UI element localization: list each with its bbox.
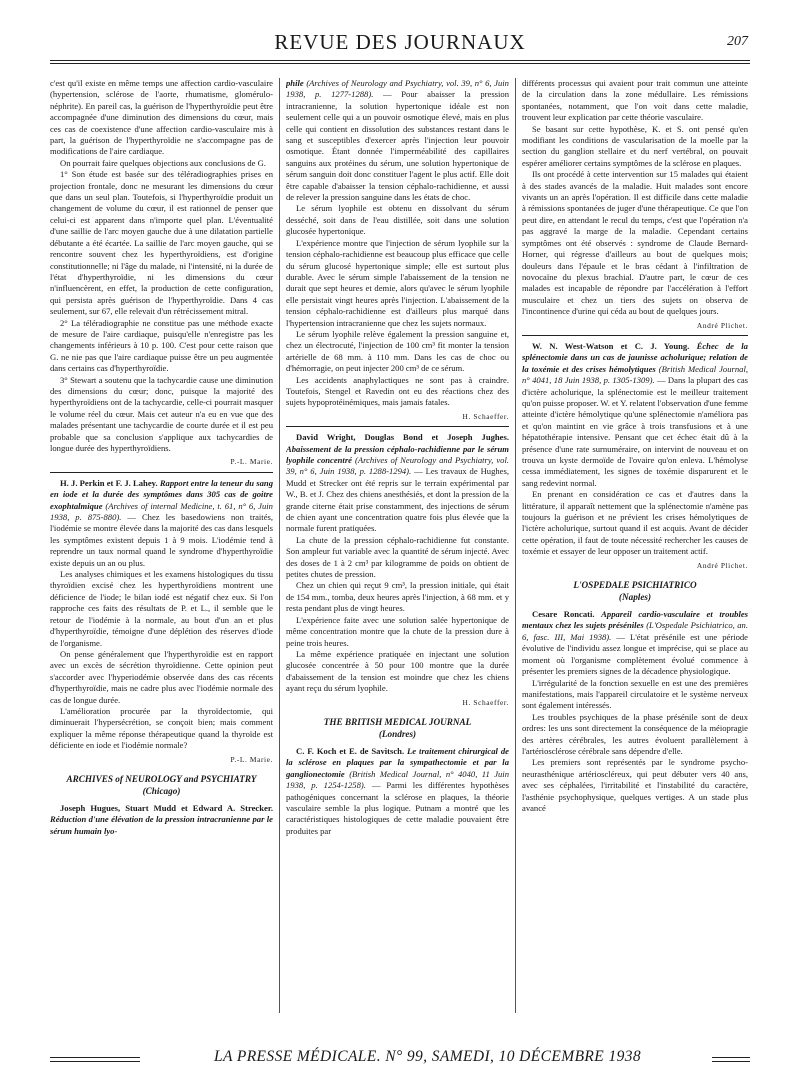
paragraph: Les analyses chimiques et les examens histologiques du tissu thyroïdien excisé chez les hyperthyroïdiens montrent une déficience de l'iode; le bilan iodé est négatif chez eux. Si l'on rapproche ces faits des résultats de P. et L., il semble que le retour de l'iodémie à la normale, au bout d'un an et plus d'hyperthyroïdie, témoigne d'une déplétion des réserves d'iode de l'organisme. (50, 569, 273, 648)
paragraph: L'expérience montre que l'injection de sérum lyophile sur la tension céphalo-rachidienne est beaucoup plus efficace que celle du sérum glucosé hypertonique simple; elle est surtout plus durable. Avec le sérum simple l'abaissement de la tension ne durait que sept heures et demie, alors qu'avec le sérum lyophile elle persistait vingt heures après l'injection. L'abaissement de la tension céphalo-rachidienne est d'ailleurs plus marqué dans l'hypertension intracranienne que chez les sujets normaux. (286, 237, 509, 328)
journal-section-heading (286, 716, 509, 740)
journal-section-heading (50, 773, 273, 797)
article-heading (286, 746, 509, 837)
column-1 (50, 78, 273, 1018)
running-header-title: REVUE DES JOURNAUX (274, 30, 526, 54)
article-reference: (Archives of Neurology and Psychiatry, vol. 39, n° 6, Juin 1938, p. 1277-1288). (286, 78, 509, 100)
header-rule (50, 60, 750, 61)
article-authors: David Wright, Douglas Bond et Joseph Jughes. (296, 432, 509, 443)
article-heading (286, 432, 509, 535)
article-heading-continued (286, 78, 509, 203)
article-heading (522, 609, 748, 677)
article-reference: (Archives of internal Medicine, t. 61, n° 6, Juin 1938, p. 875-880). (50, 500, 273, 523)
paragraph: On pourrait faire quelques objections aux conclusions de G. (60, 157, 266, 168)
column-3 (522, 78, 748, 1018)
paragraph: — Les travaux de Hughes, Mudd et Strecker ont été repris sur le terrain expérimental par W., B. et J. Chez des chiens anesthésiés, et dont la pression de la grande citerne était prise constamment, des injections de sérum de chien ayant une concentration quatre fois plus élevée que la normale furent pratiquées. (286, 466, 509, 534)
author-signature: P.-L. Marie. (230, 754, 273, 764)
paragraph: L'irrégularité de la fonction sexuelle en est une des premières manifestations, mais l'appareil circulatoire et le système nerveux sont également intéressés. (522, 677, 748, 711)
journal-name: THE BRITISH MEDICAL JOURNAL (323, 716, 472, 727)
column-2 (286, 78, 509, 1018)
article-title-continued: phile (286, 78, 304, 88)
article-reference: (L'Ospedale Psichiatrico, an. 6, fasc. III, Mai 1938). (522, 620, 748, 642)
footer-rule (712, 1057, 750, 1058)
footer-rule (50, 1057, 140, 1058)
paragraph: différents processus qui avaient pour trait commun une atteinte de la circulation dans la zone médullaire. Les rémissions spontanées, notamment, que l'on voit dans cette maladie, trouvent leur explication par cette théorie vasculaire. (522, 78, 748, 123)
footer-rule (712, 1061, 750, 1062)
paragraph: Ils ont procédé à cette intervention sur 15 malades qui étaient à des stades avancés de la maladie. Huit malades sont encore vivants un an après l'opération. Il est difficile dans cette maladie à rémissions spontanées de juger d'une thérapeutique. Ce que l'on peut dire, en attendant le recul du temps, c'est que l'opération n'a pas aggravé la marge de la maladie. Cependant certains symptômes ont été observés : syndrome de Claude Bernard-Horner, qui régresse d'ailleurs au bout de quelques mois; douleurs dans l'épaule et le bras cédant à l'infiltration de novocaïne du plexus brachial. D'autre part, le cœur de ces malades est incapable de répondre par l'accélération à l'effort musculaire et chez un tiers des sujets on observa de l'incontinence d'urine qui céda au bout de quelques jours. (522, 169, 748, 317)
paragraph: L'amélioration procurée par la thyroïdectomie, qui diminuerait l'hypersécrétion, se conçoit bien; mais comment expliquer la même réponse thérapeutique quand la thyroïde est déficiente en iode et l'iodémie normale? (50, 705, 273, 751)
journal-name: L'OSPEDALE PSICHIATRICO (573, 580, 697, 591)
article-heading (50, 478, 273, 569)
paragraph: Les troubles psychiques de la phase présénile sont de deux ordres: les uns sont directement la conséquence de la méiopragie des artères cérébrales, les autres évoluent parallèlement à l'artériosclérose cérébrale sans dépendre d'elle. (522, 711, 748, 756)
header-rule (50, 63, 750, 64)
article-authors: Joseph Hugues, Stuart Mudd et Edward A. Strecker. (60, 802, 273, 813)
article-reference: (Archives of Neurology and Psychiatry, vol. 39, n° 6, Juin 1938, p. 1288-1294). (286, 455, 509, 477)
paragraph: — Parmi les différentes hypothèses pathogéniques concernant la sclérose en plaques, la théorie vasculaire semble la plus logique. Putnam a montré que les caractéristiques histologiques de cette maladie pouvaient être produites par (286, 780, 509, 836)
paragraph: — Pour abaisser la pression intracranienne, la solution hypertonique idéale est non seulement celle qui a un pouvoir osmotique élevé, mais en plus celle qui contient en dissolution des substances restant dans le sang et susceptibles d'exercer après l'injection leur pouvoir osmotique. Étant donnée l'imperméabilité des capillaires sanguins aux protéines du sérum, une solution hypertonique de sérum sanguin doit donc constituer l'agent le plus actif. Elle doit être capable d'abaisser la tension céphalo-rachidienne, et aussi de relever la pression sanguine dans les états de choc. (286, 89, 509, 203)
page-number: 207 (727, 34, 748, 49)
footer-rule (50, 1061, 140, 1062)
article-title: Réduction d'une élévation de la pression intracranienne par le sérum humain lyo- (50, 814, 273, 836)
article-title: Rapport entre la teneur du sang en iode et la durée des symptômes dans 305 cas de goitre exophtalmique (50, 477, 273, 511)
journal-section-heading (522, 579, 748, 603)
paragraph: 2° La téléradiographie ne constitue pas une méthode exacte de mesure de l'aire cardiaque, puisqu'elle n'enregistre pas les changements inférieurs à 10 p. 100. C'est pour cette raison que G. ne nie pas que l'aire cardiaque puisse être un peu augmentée dans certains cas d'hyperthyroïdie. (50, 317, 273, 374)
paragraph: La même expérience pratiquée en injectant une solution glucosée concentrée à 50 pour 100 montre que la durée d'abaissement de la tension est moindre que chez les chiens ayant reçu du sérum lyophile. (286, 648, 509, 694)
column-divider (515, 78, 516, 1013)
paragraph: Le sérum lyophile est obtenu en dissolvant du sérum desséché, soit dans de l'eau distillée, soit dans une solution glucosée hypertonique. (286, 203, 509, 237)
paragraph: L'expérience faite avec une solution salée hypertonique de même concentration montre que la chute de la pression dure à peine trois heures. (286, 614, 509, 648)
paragraph: — L'état présénile est une période évolutive de l'individu assez longue et imprécise, qui se place au moment où l'organisme complètement évolué commence à présenter les premiers signes de la décadence physiologique. (522, 631, 748, 677)
article-heading (50, 803, 273, 837)
article-authors: H. J. Perkin et F. J. Lahey. (60, 477, 158, 488)
running-footer: LA PRESSE MÉDICALE. N° 99, SAMEDI, 10 DÉCEMBRE 1938 (213, 1048, 642, 1065)
paragraph: c'est qu'il existe en même temps une affection cardio-vasculaire (hypertension, sclérose de l'aorte, rhumatisme, glomérulo-néphrite). En pareil cas, la guérison de l'hyperthyroïdie peut être accompagnée d'une diminution des dimensions du cœur, mais ces cas de coexistence d'une affection cardio-vasculaire mis à part, la guérison de l'hyperthyroïdie ne s'accompagne pas de modifications de l'aire cardiaque. (50, 78, 273, 157)
paragraph: Le sérum lyophile relève également la pression sanguine et, chez un électrocuté, l'injection de 100 cm³ fit monter la tension artérielle de 68 mm. à 110 mm. Dans les cas de choc ou d'hémorragie, on peut injecter 200 cm³ de ce sérum. (286, 328, 509, 374)
article-authors: Cesare Roncati. (532, 609, 595, 620)
paragraph: — Dans la plupart des cas d'ictère acholurique, la splénectomie est le meilleur traitement qu'on puisse proposer. W. et Y. relatent l'observation d'une femme atteinte d'ictère hémolytique qu'une splénectomie n'améliora pas et qu'on maintint en vie grâce à trois transfusions et à une hépatothérapie intensive. Pensant que cet échec était dû à la présence d'une rate surnuméraire, on intervint de nouveau et on trouva un kyste dermoïde de l'ovaire qu'on enleva. L'hémolyse cessa immédiatement, les signes de toxémie disparurent et le sang redevint normal. (522, 375, 748, 488)
article-title: Le traitement chirurgical de la sclérose en plaques par la sympathectomie et par la ganglionectomie (286, 745, 509, 779)
article-separator (286, 426, 509, 427)
author-signature: André Plichet. (696, 560, 748, 570)
paragraph: Chez un chien qui reçut 9 cm³, la pression initiale, qui était de 154 mm., tomba, deux heures après l'injection, à 68 mm. et y resta pendant plus de vingt heures. (286, 580, 509, 614)
paragraph: On pense généralement que l'hyperthyroïdie est en rapport avec un excès de sécrétion thyroïdienne. Cette opinion peut s'accorder avec l'hyperiodémie observée dans des cas récents d'hyperthyroïdie, mais ne cadre plus avec l'iodémie normale des cas de longue durée. (50, 648, 273, 705)
article-title: Échec de la splénectomie dans un cas de jaunisse acholurique; relation de la toxémie et des crises hémolytiques (522, 340, 748, 374)
paragraph: Se basant sur cette hypothèse, K. et S. ont pensé qu'en modifiant les conditions de vascularisation de la moelle par la section du ganglion stellaire et du nerf vertébral, on pouvait espérer améliorer certains symptômes de la sclérose en plaques. (522, 123, 748, 168)
paragraph: Les accidents anaphylactiques ne sont pas à craindre. Toutefois, Stengel et Ravedin ont eu des réactions chez des sujets hypoprotéinémiques, mais jamais fatales. (286, 374, 509, 408)
journal-city: (Naples) (618, 592, 652, 603)
author-signature: H. Schaeffer. (462, 411, 509, 421)
journal-city: (Londres) (378, 728, 417, 739)
author-signature: André Plichet. (696, 320, 748, 330)
journal-city: (Chicago) (142, 785, 181, 796)
paragraph: La chute de la pression céphalo-rachidienne fut constante. Son ampleur fut variable avec la quantité de sérum injecté. Avec des doses de 1 à 2 cm³ par kilogramme de poids on obtient de petites chutes de pression. (286, 534, 509, 580)
article-separator (522, 335, 748, 336)
column-divider (279, 78, 280, 1013)
journal-name: ARCHIVES of NEUROLOGY and PSYCHIATRY (66, 773, 257, 784)
paragraph: — Chez les basedowiens non traités, l'iodémie se montre élevée dans la majorité des cas dans lesquels les symptômes existent depuis 1 à 9 mois. L'iodémie tend à reprendre un taux normal quand le syndrome d'hyperthyroïdie existe depuis un an ou plus. (50, 512, 273, 568)
article-reference: (British Medical Journal, n° 4040, 11 Juin 1938, p. 1254-1258). (286, 768, 509, 791)
article-title: Abaissement de la pression céphalo-rachidienne par le sérum lyophile concentré (286, 443, 509, 465)
article-heading (522, 341, 748, 489)
paragraph: Les premiers sont représentés par le syndrome psycho-neurasthénique artérioscléreux, qui peut débuter vers 40 ans, avec ses céphalées, l'irritabilité et l'instabilité du caractère, l'asthénie psychophysique, quelques vertiges. A un stade plus avancé (522, 757, 748, 813)
article-title: Appareil cardio-vasculaire et troubles mentaux chez les sujets préséniles (522, 609, 748, 631)
article-authors: C. F. Koch et E. de Savitsch. (296, 745, 405, 756)
author-signature: H. Schaeffer. (462, 697, 509, 707)
author-signature: P.-L. Marie. (230, 457, 273, 467)
article-reference: (British Medical Journal, n° 4041, 18 Juin 1938, p. 1305-1309). (522, 363, 748, 386)
article-separator (50, 472, 273, 473)
paragraph: 3° Stewart a soutenu que la tachycardie cause une diminution des dimensions du cœur; donc, puisque la majorité des hyperthyroïdiens ont de la tachycardie, celle-ci pourrait masquer le volume réel du cœur. Mais cet auteur n'a eu en vue que des malades présentant une tachycardie de courte durée et il est peu probable que sa conclusion s'applique aux tachycardies de longue durée des hyperthyroïdiens. (50, 374, 273, 453)
paragraph: En prenant en considération ce cas et d'autres dans la littérature, il apparaît nettement que la splénectomie n'amène pas toujours la guérison et ne prévient les crises hémolytiques de l'ictère acholurique, surtout quand il est acquis. Avant de décider cette opération, il faut de toute nécessité rechercher les causes de toxémie et essayer de leur opposer un traitement actif. (522, 489, 748, 557)
article-authors: W. N. West-Watson et C. J. Young. (532, 340, 690, 351)
paragraph: 1° Son étude est basée sur des téléradiographies prises en projection frontale, donc ne mesurant les dimensions du cœur que dans un seul plan. Toutefois, si l'hyperthyroïdie produit un changement de volume du cœur, il est rationnel de penser que celui-ci est apparent dans n'importe quel plan. L'éventualité d'une saillie de l'arc moyen gauche due à une dilatation partielle débutante a été écartée. La saillie de l'arc moyen gauche, qui se rencontre souvent chez les hyperthyroïdiens, est d'origine constitutionnelle; ni l'âge du malade, ni l'intensité, ni la durée de l'état d'hyperthyroïdie, ni les dimensions du cœur n'influencèrent, en effet, la production de cette configuration, qui persista après guérison de l'hyperthyroïdie. Dans 4 cas seulement, sur 67, elle relevait d'un rétrécissement mitral. (50, 169, 273, 317)
